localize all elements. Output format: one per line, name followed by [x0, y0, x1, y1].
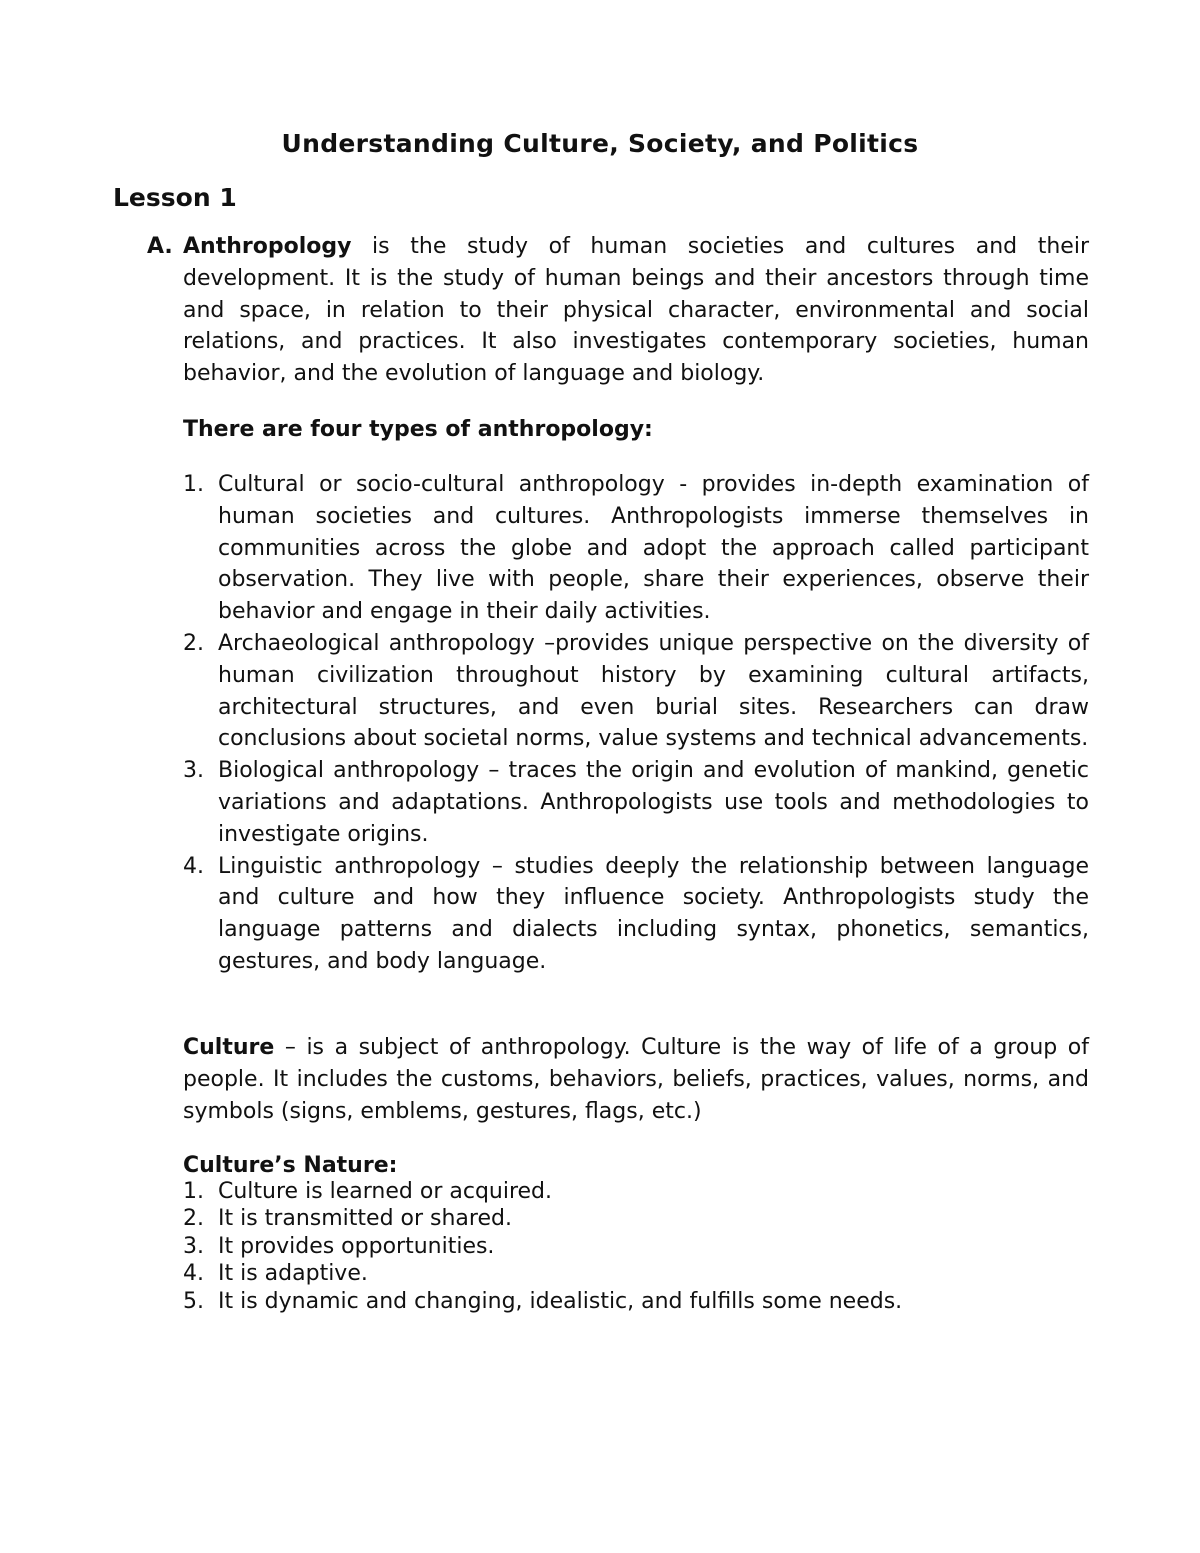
culture-nature-list — [183, 1178, 1089, 1315]
list-item-text: Culture is learned or acquired. — [218, 1179, 553, 1204]
anthropology-types-list — [183, 469, 1089, 978]
anthropology-definition-text: is the study of human societies and cultures and their development. It is the study of human beings and their ancestors through time and space, in relation to their physical character, environmental and social relations, and practices. It also investigates contemporary societies, human behavior, and the evolution of language and biology. — [183, 234, 1089, 387]
culture-definition — [183, 1032, 1089, 1127]
list-item — [183, 469, 1089, 628]
list-item — [183, 1233, 1089, 1260]
list-item — [183, 851, 1089, 978]
culture-term: Culture — [183, 1035, 275, 1060]
lesson-heading: Lesson 1 — [113, 183, 237, 212]
list-item — [183, 755, 1089, 850]
list-item-text: Cultural or socio-cultural anthropology - provides in-depth examination of human societies and cultures. Anthropologists immerse themselves in communities across the globe and adopt the approach called participant observation. They live with people, share their experiences, observe their behavior and engage in their daily activities. — [218, 472, 1089, 625]
list-item-text: It is adaptive. — [218, 1261, 368, 1287]
list-item-number: 4. — [183, 1261, 204, 1287]
types-heading: There are four types of anthropology: — [183, 417, 653, 442]
culture-definition-text: – is a subject of anthropology. Culture is the way of life of a group of people. It includes the customs, behaviors, beliefs, practices, values, norms, and symbols (signs, emblems, gestures, flags, etc.) — [183, 1035, 1089, 1124]
list-item-number: 2. — [183, 1206, 204, 1232]
list-item-text: It provides opportunities. — [218, 1233, 495, 1259]
list-item-number: 3. — [183, 1233, 204, 1259]
list-item-text: It is dynamic and changing, idealistic, and fulfills some needs. — [218, 1288, 903, 1314]
culture-nature-heading: Culture’s Nature: — [183, 1153, 398, 1178]
list-item-number: 1. — [183, 472, 204, 497]
anthropology-definition — [183, 231, 1089, 390]
list-item — [183, 1178, 1089, 1205]
anthropology-term: Anthropology — [183, 234, 352, 259]
list-item-text: It is transmitted or shared. — [218, 1206, 512, 1232]
list-item — [183, 1288, 1089, 1315]
list-item — [183, 628, 1089, 755]
section-a-marker: A. — [147, 234, 173, 259]
document-title: Understanding Culture, Society, and Politics — [281, 129, 919, 158]
list-item — [183, 1260, 1089, 1287]
list-item-text: Biological anthropology – traces the origin and evolution of mankind, genetic variations and adaptations. Anthropologists use tools and methodologies to investigate origins. — [218, 758, 1089, 847]
list-item-text: Linguistic anthropology – studies deeply the relationship between language and culture and how they influence society. Anthropologists study the language patterns and dialects including syntax, phonetics, semantics, gestures, and body language. — [218, 853, 1089, 974]
list-item-number: 5. — [183, 1288, 204, 1314]
list-item-number: 3. — [183, 758, 204, 784]
section-a — [147, 231, 1089, 390]
list-item-number: 2. — [183, 630, 204, 656]
list-item-number: 1. — [183, 1179, 204, 1204]
list-item-text: Archaeological anthropology –provides unique perspective on the diversity of human civilization throughout history by examining cultural artifacts, architectural structures, and even burial sites. Researchers can draw conclusions about societal norms, value systems and technical advancements. — [218, 630, 1089, 752]
list-item-number: 4. — [183, 853, 204, 879]
list-item — [183, 1205, 1089, 1232]
